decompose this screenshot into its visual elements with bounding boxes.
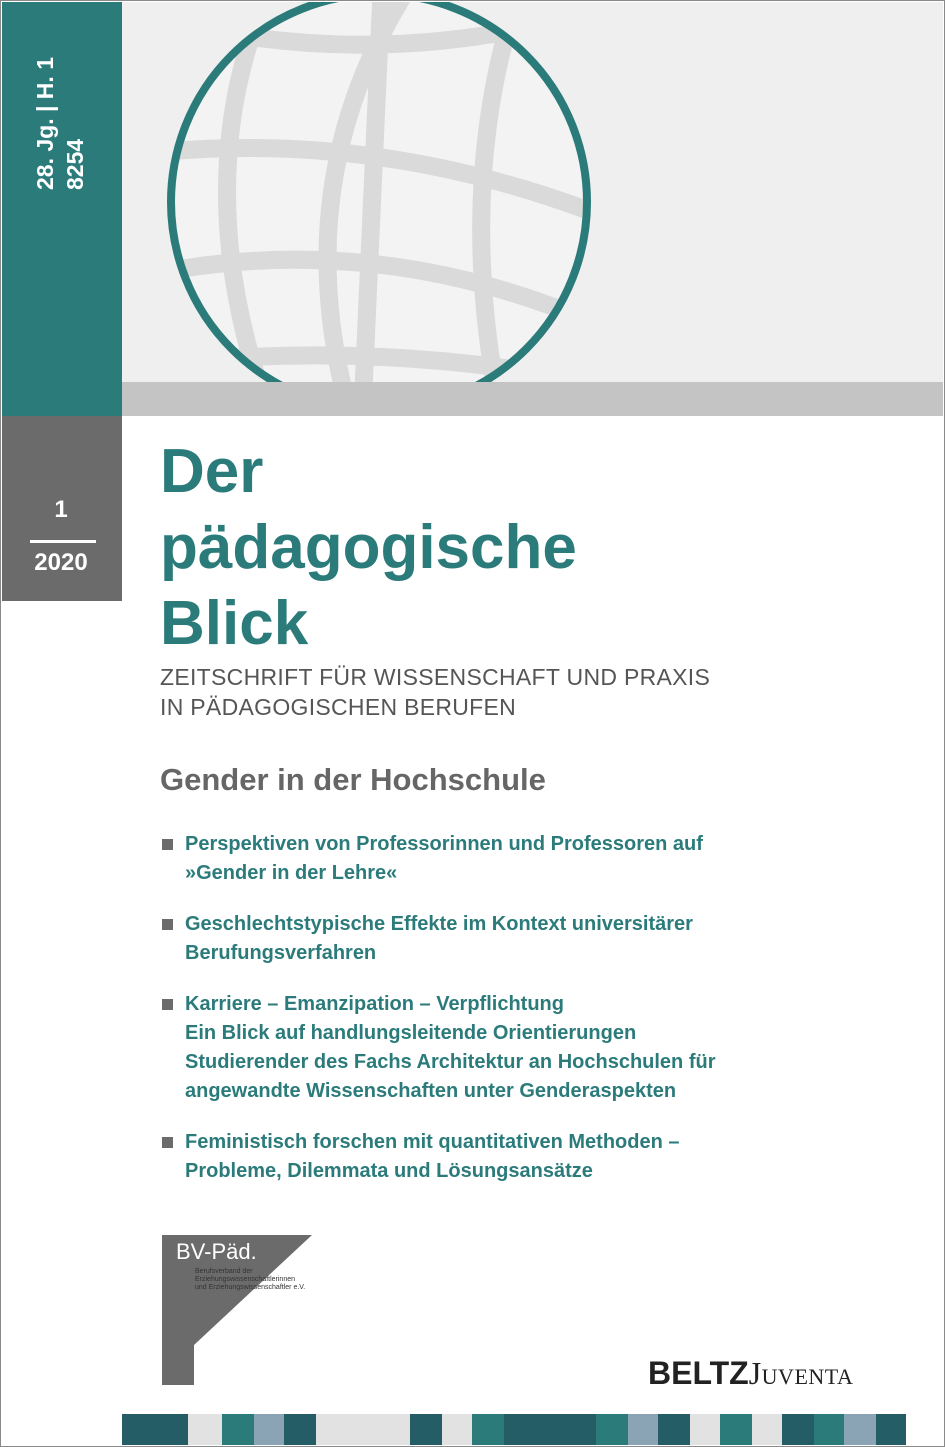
- stripe-block: [658, 1414, 690, 1445]
- stripe-block: [472, 1414, 504, 1445]
- stripe-block: [690, 1414, 720, 1445]
- article-line: Karriere – Emanzipation – Verpflichtung: [185, 993, 564, 1015]
- issue-divider: [30, 540, 96, 543]
- journal-title: [160, 434, 577, 662]
- issue-number: 1: [54, 496, 68, 523]
- article-line: Perspektiven von Professorinnen und Professoren auf: [185, 833, 703, 855]
- publisher-part1: BELTZ: [648, 1355, 749, 1391]
- subtitle-line: IN PÄDAGOGISCHEN BERUFEN: [160, 694, 517, 720]
- stripe-block: [566, 1414, 596, 1445]
- stripe-block: [504, 1414, 566, 1445]
- stripe-block: [284, 1414, 316, 1445]
- publisher-part2: Juventa: [748, 1355, 854, 1391]
- volume-issue: 28. Jg. | H. 1: [32, 57, 58, 190]
- list-item: [160, 990, 800, 1106]
- stripe-block: [844, 1414, 876, 1445]
- order-number: 8254: [62, 138, 88, 190]
- bv-line: und Erziehungswissenschaftler e.V.: [195, 1284, 306, 1291]
- stripe-block: [876, 1414, 906, 1445]
- journal-subtitle: [160, 662, 710, 722]
- stripe-block: [628, 1414, 658, 1445]
- issue-theme: Gender in der Hochschule: [160, 762, 546, 797]
- article-line: angewandte Wissenschaften unter Genderaspekten: [185, 1080, 677, 1102]
- stripe-block: [752, 1414, 782, 1445]
- list-item: [160, 910, 800, 968]
- stripe-block: [188, 1414, 222, 1445]
- stripe-block: [254, 1414, 284, 1445]
- article-line: Probleme, Dilemmata und Lösungsansätze: [185, 1160, 593, 1182]
- stripe-block: [442, 1414, 472, 1445]
- article-line: »Gender in der Lehre«: [185, 862, 398, 884]
- issue-year: 2020: [34, 549, 88, 576]
- article-line: Geschlechtstypische Effekte im Kontext universitärer: [185, 913, 693, 935]
- title-line: pädagogische: [160, 513, 577, 582]
- bv-paed-fullname: [195, 1268, 305, 1292]
- bullet-square-icon: [162, 919, 173, 930]
- article-list: [160, 830, 800, 1208]
- bv-line: Berufsverband der: [195, 1268, 253, 1275]
- article-line: Studierender des Fachs Architektur an Hochschulen für: [185, 1051, 716, 1073]
- stripe-block: [316, 1414, 346, 1445]
- stripe-block: [222, 1414, 254, 1445]
- spine-text: [30, 57, 90, 190]
- article-line: Ein Blick auf handlungsleitende Orientierungen: [185, 1022, 637, 1044]
- stripe-block: [596, 1414, 628, 1445]
- publisher-logo: [648, 1355, 853, 1392]
- bullet-square-icon: [162, 839, 173, 850]
- article-line: Feministisch forschen mit quantitativen Methoden –: [185, 1131, 680, 1153]
- bullet-square-icon: [162, 1137, 173, 1148]
- bullet-square-icon: [162, 999, 173, 1010]
- bv-paed-logo: [162, 1235, 322, 1387]
- stripe-block: [814, 1414, 844, 1445]
- stripe-block: [346, 1414, 410, 1445]
- subtitle-line: ZEITSCHRIFT FÜR WISSENSCHAFT UND PRAXIS: [160, 664, 711, 690]
- bv-line: Erziehungswissenschaftlerinnen: [195, 1276, 295, 1283]
- stripe-block: [782, 1414, 814, 1445]
- color-stripe: [122, 1414, 906, 1445]
- gray-band: [122, 382, 943, 416]
- bv-paed-abbr: BV-Päd.: [176, 1239, 257, 1264]
- globe-icon: [122, 2, 943, 382]
- list-item: [160, 1128, 800, 1186]
- stripe-block: [720, 1414, 752, 1445]
- article-line: Berufungsverfahren: [185, 942, 377, 964]
- title-line: Blick: [160, 589, 309, 658]
- title-line: Der: [160, 437, 264, 506]
- list-item: [160, 830, 800, 888]
- stripe-block: [410, 1414, 442, 1445]
- stripe-block: [122, 1414, 188, 1445]
